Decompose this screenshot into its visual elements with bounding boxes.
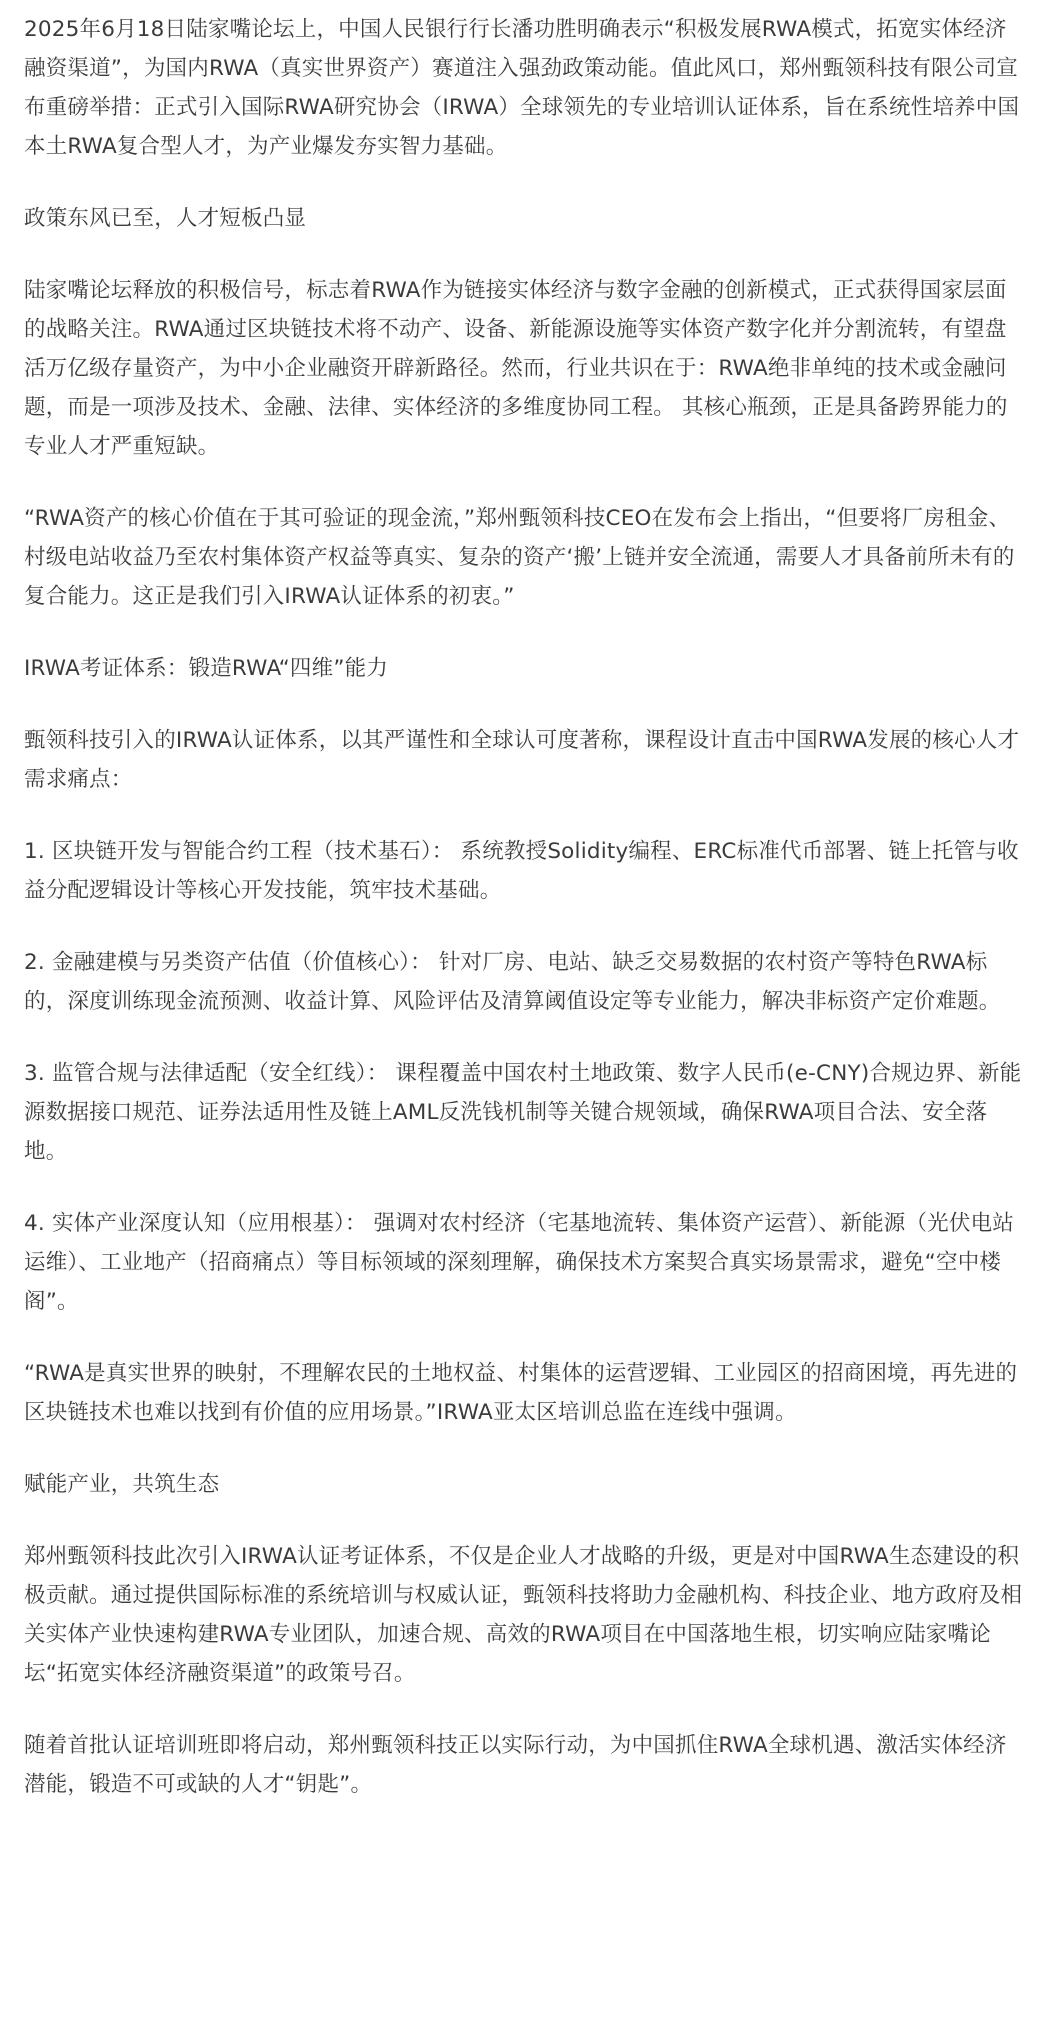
section-heading-irwa: IRWA考证体系：锻造RWA“四维”能力 <box>24 656 389 681</box>
list-item-finance: 2. 金融建模与另类资产估值（价值核心）： 针对厂房、电站、缺乏交易数据的农村资产等特色RWA标的，深度训练现金流预测、收益计算、风险评估及清算阈值设定等专业能力，解决非标资产定价难题。 <box>24 950 1001 1014</box>
ecosystem-paragraph: 郑州甄领科技此次引入IRWA认证考证体系，不仅是企业人才战略的升级，更是对中国RWA生态建设的积极贡献。通过提供国际标准的系统培训与权威认证，甄领科技将助力金融机构、科技企业、地方政府及相关实体产业快速构建RWA专业团队，加速合规、高效的RWA项目在中国落地生根，切实响应陆家嘴论坛“拓宽实体经济融资渠道”的政策号召。 <box>24 1544 1023 1686</box>
intro-paragraph: 2025年6月18日陆家嘴论坛上，中国人民银行行长潘功胜明确表示“积极发展RWA模式，拓宽实体经济融资渠道”，为国内RWA（真实世界资产）赛道注入强劲政策动能。值此风口，郑州甄领科技有限公司宣布重磅举措：正式引入国际RWA研究协会（IRWA）全球领先的专业培训认证体系，旨在系统性培养中国本土RWA复合型人才，为产业爆发夯实智力基础。 <box>24 17 1020 159</box>
irwa-intro-paragraph: 甄领科技引入的IRWA认证体系，以其严谨性和全球认可度著称，课程设计直击中国RWA发展的核心人才需求痛点： <box>24 728 1020 792</box>
list-item-industry: 4. 实体产业深度认知（应用根基）： 强调对农村经济（宅基地流转、集体资产运营）、新能源（光伏电站运维）、工业地产（招商痛点）等目标领域的深刻理解，确保技术方案契合真实场景需求，避免“空中楼阁”。 <box>24 1211 1014 1314</box>
section-heading-ecosystem: 赋能产业，共筑生态 <box>24 1472 220 1497</box>
section-heading-policy: 政策东风已至，人才短板凸显 <box>24 206 307 231</box>
director-quote-paragraph: “RWA是真实世界的映射，不理解农民的土地权益、村集体的运营逻辑、工业园区的招商困境，再先进的区块链技术也难以找到有价值的应用场景。”IRWA亚太区培训总监在连线中强调。 <box>24 1361 1018 1425</box>
ceo-quote-paragraph: “RWA资产的核心价值在于其可验证的现金流，”郑州甄领科技CEO在发布会上指出，“但要将厂房租金、村级电站收益乃至农村集体资产权益等真实、复杂的资产‘搬’上链并安全流通，需要人才具备前所未有的复合能力。这正是我们引入IRWA认证体系的初衷。” <box>24 506 1015 609</box>
policy-paragraph: 陆家嘴论坛释放的积极信号，标志着RWA作为链接实体经济与数字金融的创新模式，正式获得国家层面的战略关注。RWA通过区块链技术将不动产、设备、新能源设施等实体资产数字化并分割流转，有望盘活万亿级存量资产，为中小企业融资开辟新路径。然而，行业共识在于：RWA绝非单纯的技术或金融问题，而是一项涉及技术、金融、法律、实体经济的多维度协同工程。 其核心瓶颈，正是具备跨界能力的专业人才严重短缺。 <box>24 278 1008 459</box>
closing-paragraph: 随着首批认证培训班即将启动，郑州甄领科技正以实际行动，为中国抓住RWA全球机遇、激活实体经济潜能，锻造不可或缺的人才“钥匙”。 <box>24 1733 1007 1797</box>
article-body <box>24 10 1024 1837</box>
list-item-compliance: 3. 监管合规与法律适配（安全红线）： 课程覆盖中国农村土地政策、数字人民币(e-CNY)合规边界、新能源数据接口规范、证券法适用性及链上AML反洗钱机制等关键合规领域，确保RWA项目合法、安全落地。 <box>24 1061 1022 1164</box>
list-item-blockchain: 1. 区块链开发与智能合约工程（技术基石）： 系统教授Solidity编程、ERC标准代币部署、链上托管与收益分配逻辑设计等核心开发技能，筑牢技术基础。 <box>24 839 1019 903</box>
